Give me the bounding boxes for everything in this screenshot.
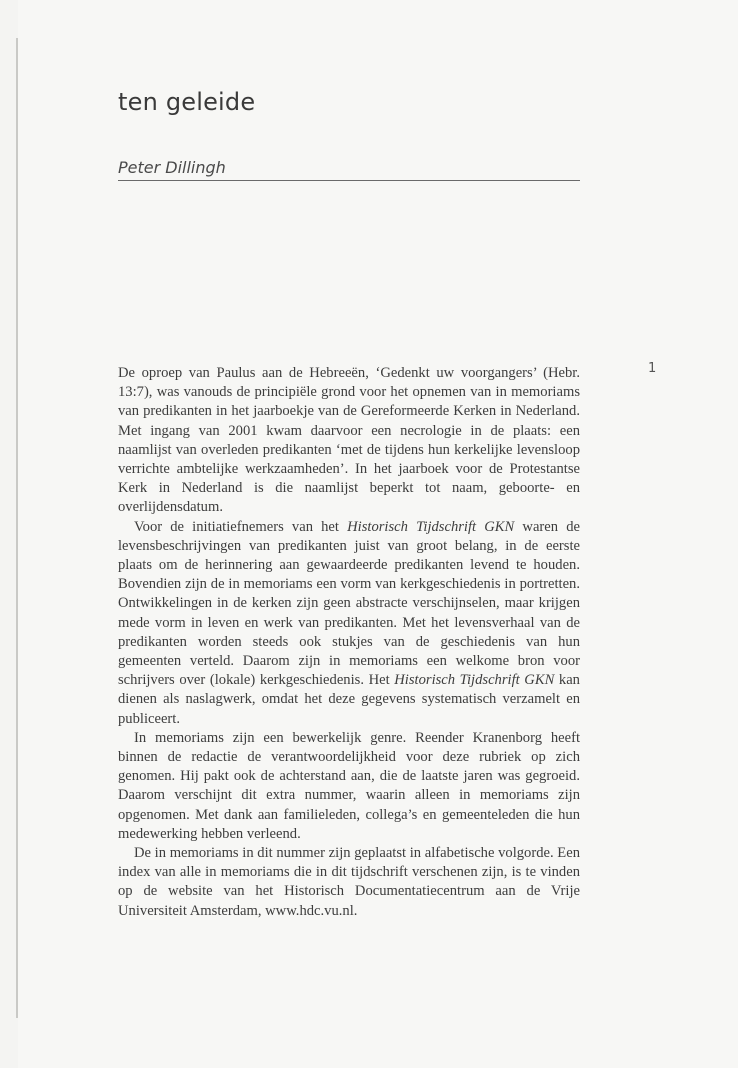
paragraph <box>118 729 580 844</box>
paragraph <box>118 518 580 729</box>
italic-title-run: Historisch Tijdschrift GKN <box>394 672 555 689</box>
paragraph <box>118 364 580 518</box>
text-run: Voor de initiatiefnemers van het <box>134 518 348 535</box>
page-edge-line <box>16 38 18 1018</box>
article-body <box>118 364 580 921</box>
author-name: Peter Dillingh <box>118 158 580 181</box>
italic-title-run: Historisch Tijdschrift GKN <box>347 518 515 535</box>
page-number: 1 <box>648 361 657 376</box>
text-run: kan dienen als naslagwerk, omdat het deze gegevens systematisch verzamelt en publiceert. <box>118 672 580 727</box>
text-run: De in memoriams in dit nummer zijn geplaatst in alfabetische volgorde. Een index van alle in memoriams die in dit tijdschrift verschenen zijn, is te vinden op de website van het Historisch Documentatiecentrum aan de Vrije Universiteit Amsterdam, www.hdc.vu.nl. <box>118 845 580 919</box>
text-run: De oproep van Paulus aan de Hebreeën, ‘Gedenkt uw voorgangers’ (Hebr. 13:7), was vanouds de principiële grond voor het opnemen van in memoriams van predikanten in het jaarboekje van de Gereformeerde Kerken in Nederland. Met ingang van 2001 kwam daarvoor een necrologie in de plaats: een naamlijst van overleden predikanten ‘met de tijdens hun kerkelijke levensloop verrichte ambtelijke werkzaamheden’. In het jaarboek voor de Protestantse Kerk in Nederland is die naamlijst beperkt tot naam, geboorte- en overlijdensdatum. <box>118 365 580 516</box>
page-title: ten geleide <box>118 88 256 116</box>
text-run: In memoriams zijn een bewerkelijk genre. Reender Kranenborg heeft binnen de redactie de verantwoordelijkheid voor deze rubriek op zich genomen. Hij pakt ook de achterstand aan, die de laatste jaren was gegroeid. Daarom verschijnt dit extra nummer, waarin alleen in memoriams zijn opgenomen. Met dank aan familieleden, collega’s en gemeenteleden die hun medewerking hebben verleend. <box>118 729 580 842</box>
text-run: waren de levensbeschrijvingen van predikanten juist van groot belang, in de eerste plaats om de herinnering aan gewaardeerde predikanten levend te houden. Bovendien zijn de in memoriams een vorm van kerkgeschiedenis in portretten. Ontwikkelingen in de kerken zijn geen abstracte verschijnselen, maar krijgen mede vorm in leven en werk van predikanten. Met het levensverhaal van de predikanten worden steeds ook stukjes van de geschiedenis van hun gemeenten verteld. Daarom zijn in memoriams een welkome bron voor schrijvers over (lokale) kerkgeschiedenis. Het <box>118 518 580 689</box>
paragraph <box>118 844 580 921</box>
